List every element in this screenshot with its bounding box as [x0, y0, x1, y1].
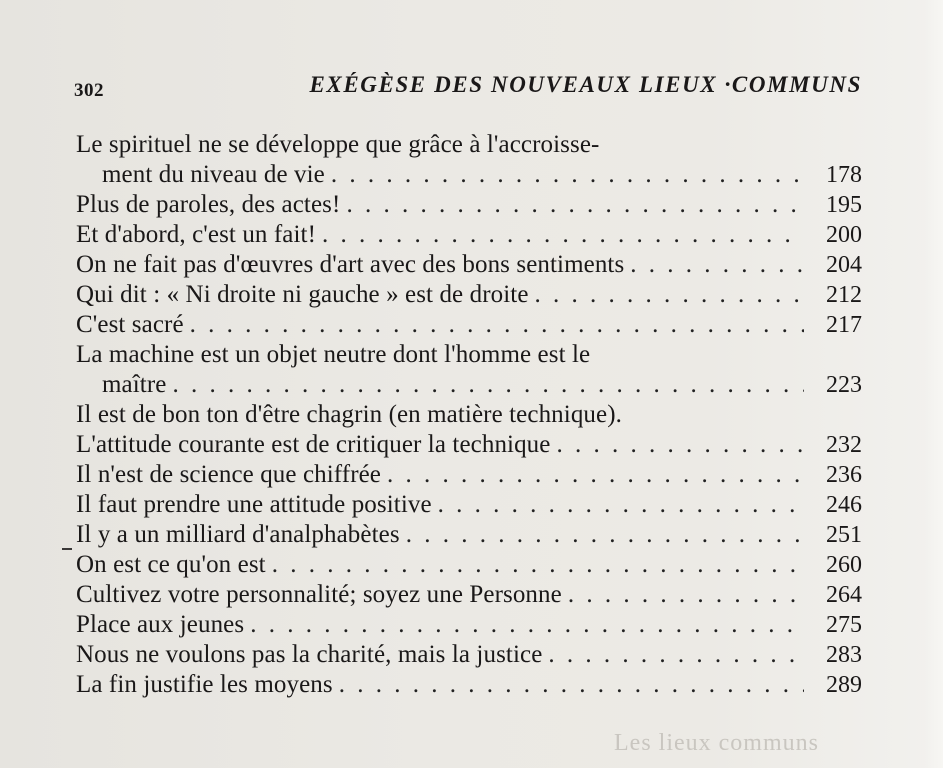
dot-leader	[550, 430, 804, 460]
dot-leader	[244, 610, 804, 640]
toc-entry	[76, 580, 862, 610]
toc-entry-line	[76, 310, 862, 340]
toc-entry	[76, 220, 862, 250]
toc-entry-page: 264	[826, 582, 862, 608]
toc-entry-title: Plus de paroles, des actes!	[76, 191, 341, 218]
toc-entry-line	[76, 490, 862, 520]
toc-entry	[76, 250, 862, 280]
toc-entry-line	[76, 460, 862, 490]
toc-entry-title: L'attitude courante est de critiquer la technique	[76, 431, 551, 458]
toc-entry-page: 232	[826, 432, 862, 458]
dot-leader	[381, 460, 804, 490]
toc-entry-title: Nous ne voulons pas la charité, mais la justice	[76, 641, 543, 668]
page-edge-highlight	[925, 0, 943, 768]
dot-leader	[316, 220, 804, 250]
toc-entry-title: maître	[102, 371, 167, 398]
toc-entry-page: 283	[826, 642, 862, 668]
toc-entry-title: Place aux jeunes	[76, 611, 245, 638]
toc-entry	[76, 520, 862, 550]
dot-leader	[340, 190, 804, 220]
toc-entry-page: 260	[826, 552, 862, 578]
toc-entry-continuation	[76, 160, 862, 190]
toc-entry	[76, 340, 862, 400]
dot-leader	[562, 580, 804, 610]
dot-leader	[432, 490, 804, 520]
page-number: 302	[74, 80, 104, 101]
toc-entry	[76, 610, 862, 640]
dot-leader	[529, 280, 804, 310]
toc-entry-page: 178	[826, 162, 862, 188]
dot-leader	[333, 670, 804, 700]
toc-entry-line	[76, 550, 862, 580]
dot-leader	[184, 310, 804, 340]
toc-entry-page: 204	[826, 252, 862, 278]
toc-entry-page: 223	[826, 372, 862, 398]
dot-leader	[624, 250, 804, 280]
bleed-through-text: Les lieux communs	[614, 730, 819, 756]
toc-entry-page: 212	[826, 282, 862, 308]
toc-entry-title: La machine est un objet neutre dont l'homme est le	[76, 341, 591, 368]
toc-entry-page: 217	[826, 312, 862, 338]
toc-entry-line	[76, 280, 862, 310]
toc-entry-page: 275	[826, 612, 862, 638]
dot-leader	[166, 370, 804, 400]
toc-entry	[76, 430, 862, 460]
toc-entry-line	[76, 610, 862, 640]
dot-leader	[325, 160, 804, 190]
toc-entry	[76, 640, 862, 670]
toc-entry	[76, 550, 862, 580]
toc-entry-title: Il faut prendre une attitude positive	[76, 491, 432, 518]
toc-entry-page: 246	[826, 492, 862, 518]
toc-entry-line	[76, 220, 862, 250]
running-title: EXÉGÈSE DES NOUVEAUX LIEUX ·COMMUNS	[309, 72, 862, 97]
page-header	[74, 72, 862, 108]
toc-entry	[76, 130, 862, 190]
toc-entry	[76, 400, 862, 430]
toc-entry-title: ment du niveau de vie	[102, 161, 325, 188]
dot-leader	[542, 640, 804, 670]
toc-entry	[76, 460, 862, 490]
toc-entry	[76, 280, 862, 310]
toc-entry-line	[76, 640, 862, 670]
toc-entry-page: 236	[826, 462, 862, 488]
margin-pencil-mark	[62, 548, 72, 550]
toc-entry	[76, 670, 862, 700]
toc-entry-title: Il y a un milliard d'analphabètes	[76, 521, 400, 548]
toc-entry-line	[76, 580, 862, 610]
toc-entry-line	[76, 400, 862, 430]
toc-entry-title: Il n'est de science que chiffrée	[76, 461, 382, 488]
toc-entry-title: On ne fait pas d'œuvres d'art avec des bons sentiments	[76, 251, 625, 278]
toc-entry-line	[76, 520, 862, 550]
toc-entry-title: Et d'abord, c'est un fait!	[76, 221, 317, 248]
toc-entry-title: On est ce qu'on est	[76, 551, 266, 578]
toc-entry-title: Cultivez votre personnalité; soyez une Personne	[76, 581, 562, 608]
toc-entry	[76, 310, 862, 340]
toc-entry-title: Il est de bon ton d'être chagrin (en matière technique).	[76, 401, 622, 428]
toc-entry-title: Qui dit : « Ni droite ni gauche » est de droite	[76, 281, 529, 308]
toc-entry-page: 200	[826, 222, 862, 248]
toc-entry	[76, 490, 862, 520]
toc-entry-line	[76, 430, 862, 460]
toc-entry-line	[76, 250, 862, 280]
toc-entry-page: 195	[826, 192, 862, 218]
toc-entry-line	[76, 670, 862, 700]
toc-entry-line	[76, 130, 862, 160]
toc-entry-line	[76, 190, 862, 220]
dot-leader	[266, 550, 804, 580]
toc-entry-title: Le spirituel ne se développe que grâce à l'accroisse-	[76, 131, 600, 158]
table-of-contents	[76, 130, 862, 700]
toc-entry-line	[76, 340, 862, 370]
toc-entry	[76, 190, 862, 220]
toc-entry-title: C'est sacré	[76, 311, 184, 338]
toc-entry-page: 289	[826, 672, 862, 698]
dot-leader	[400, 520, 804, 550]
toc-entry-page: 251	[826, 522, 862, 548]
toc-entry-title: La fin justifie les moyens	[76, 671, 333, 698]
toc-entry-continuation	[76, 370, 862, 400]
